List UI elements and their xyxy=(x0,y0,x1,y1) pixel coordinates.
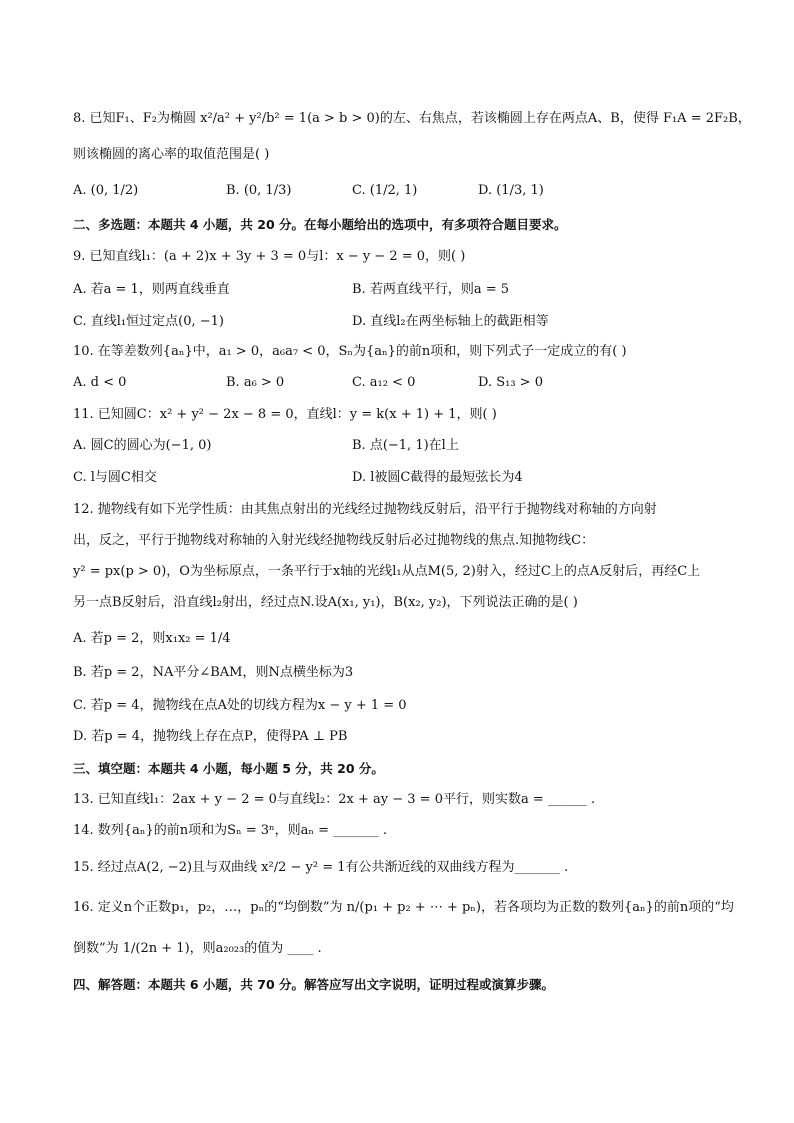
q11-option-b: B. 点(−1, 1)在l上 xyxy=(352,438,459,453)
q9-option-a: A. 若a = 1，则两直线垂直 xyxy=(73,282,230,297)
q9-option-b: B. 若两直线平行，则a = 5 xyxy=(352,282,509,297)
q11-option-d: D. l被圆C截得的最短弦长为4 xyxy=(352,470,523,485)
q14-stem: 14. 数列{aₙ}的前n项和为Sₙ = 3ⁿ，则aₙ = _______ . xyxy=(73,823,387,838)
section-2-heading: 二、多选题：本题共 4 小题，共 20 分。在每小题给出的选项中，有多项符合题目要求。 xyxy=(73,217,567,232)
q10-option-d: D. S₁₃ > 0 xyxy=(478,375,543,390)
q11-option-a: A. 圆C的圆心为(−1, 0) xyxy=(73,438,212,453)
q11-stem: 11. 已知圆C：x² + y² − 2x − 8 = 0，直线l：y = k(x + 1) + 1，则( ) xyxy=(73,407,497,422)
q12-stem-3: y² = px(p > 0)，O为坐标原点，一条平行于x轴的光线l₁从点M(5, 2)射入，经过C上的点A反射后，再经C上 xyxy=(73,564,701,579)
q8-option-b: B. (0, 1/3) xyxy=(226,183,292,198)
q9-option-d: D. 直线l₂在两坐标轴上的截距相等 xyxy=(352,314,549,329)
q10-stem: 10. 在等差数列{aₙ}中，a₁ > 0，a₆a₇ < 0，Sₙ为{aₙ}的前n项和，则下列式子一定成立的有( ) xyxy=(73,344,627,359)
q13-stem: 13. 已知直线l₁：2ax + y − 2 = 0与直线l₂：2x + ay − 3 = 0平行，则实数a = ______ . xyxy=(73,792,596,807)
q10-option-c: C. a₁₂ < 0 xyxy=(352,375,416,390)
q12-stem-4: 另一点B反射后，沿直线l₂射出，经过点N.设A(x₁, y₁)，B(x₂, y₂)，下列说法正确的是( ) xyxy=(73,595,578,610)
q8-option-c: C. (1/2, 1) xyxy=(352,183,418,198)
q12-option-a: A. 若p = 2，则x₁x₂ = 1/4 xyxy=(73,631,231,646)
q12-stem-1: 12. 抛物线有如下光学性质：由其焦点射出的光线经过抛物线反射后，沿平行于抛物线对称轴的方向射 xyxy=(73,502,657,517)
q8-option-a: A. (0, 1/2) xyxy=(73,183,139,198)
q8-option-d: D. (1/3, 1) xyxy=(478,183,544,198)
q8-stem: 8. 已知F₁、F₂为椭圆 x²/a² + y²/b² = 1(a > b > 0)的左、右焦点，若该椭圆上存在两点A、B，使得 F₁A = 2F₂B， xyxy=(73,111,751,126)
q12-option-d: D. 若p = 4，抛物线上存在点P，使得PA ⊥ PB xyxy=(73,729,348,744)
q12-option-c: C. 若p = 4，抛物线在点A处的切线方程为x − y + 1 = 0 xyxy=(73,698,407,713)
q12-option-b: B. 若p = 2，NA平分∠BAM，则N点横坐标为3 xyxy=(73,665,354,680)
q9-stem: 9. 已知直线l₁：(a + 2)x + 3y + 3 = 0与l：x − y − 2 = 0，则( ) xyxy=(73,249,466,264)
q11-option-c: C. l与圆C相交 xyxy=(73,470,157,485)
q10-option-a: A. d < 0 xyxy=(73,375,127,390)
section-4-heading: 四、解答题：本题共 6 小题，共 70 分。解答应写出文字说明，证明过程或演算步骤。 xyxy=(73,977,555,992)
section-3-heading: 三、填空题：本题共 4 小题，每小题 5 分，共 20 分。 xyxy=(73,761,384,776)
q16-line-2: 倒数”为 1/(2n + 1)，则a₂₀₂₃的值为 ____ . xyxy=(73,941,322,956)
q8-stem-2: 则该椭圆的离心率的取值范围是( ) xyxy=(73,147,270,162)
q15-stem: 15. 经过点A(2, −2)且与双曲线 x²/2 − y² = 1有公共渐近线的双曲线方程为_______ . xyxy=(73,860,569,875)
q16-line-1: 16. 定义n个正数p₁，p₂，…，pₙ的“均倒数”为 n/(p₁ + p₂ + ⋯ + pₙ)，若各项均为正数的数列{aₙ}的前n项的“均 xyxy=(73,900,734,915)
q9-option-c: C. 直线l₁恒过定点(0, −1) xyxy=(73,314,224,329)
q12-stem-2: 出，反之，平行于抛物线对称轴的入射光线经抛物线反射后必过抛物线的焦点.知抛物线C： xyxy=(73,533,595,548)
q10-option-b: B. a₆ > 0 xyxy=(226,375,285,390)
